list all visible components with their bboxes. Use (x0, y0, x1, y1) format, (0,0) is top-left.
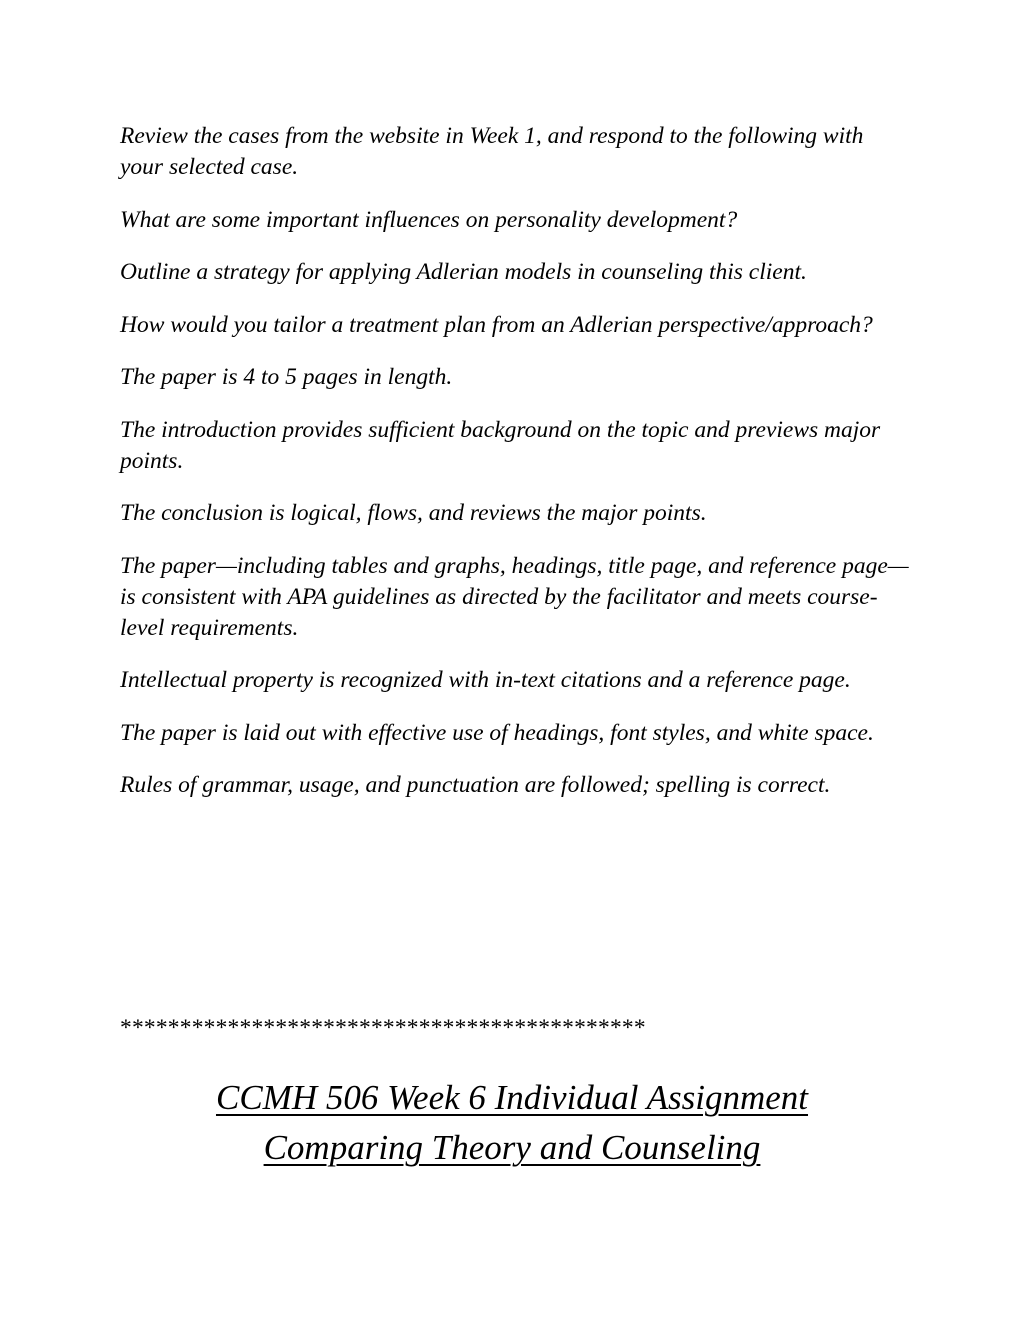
assignment-instructions (120, 121, 910, 823)
instruction-paragraph: What are some important influences on personality development? (120, 206, 738, 233)
instruction-paragraph: The paper is 4 to 5 pages in length. (120, 364, 453, 390)
instruction-paragraph: The introduction provides sufficient background on the topic and previews major points. (120, 416, 881, 474)
instruction-paragraph: How would you tailor a treatment plan from an Adlerian perspective/approach? (120, 311, 873, 338)
separator-line: ******************************************** (120, 1015, 646, 1041)
instruction-paragraph: Rules of grammar, usage, and punctuation are followed; spelling is correct. (120, 772, 831, 798)
instruction-paragraph: The paper is laid out with effective use of headings, font styles, and white space. (120, 719, 874, 746)
instruction-paragraph: The conclusion is logical, flows, and reviews the major points. (120, 500, 707, 526)
instruction-paragraph: Outline a strategy for applying Adlerian models in counseling this client. (120, 259, 807, 285)
instruction-paragraph: Review the cases from the website in Week 1, and respond to the following with your selected case. (120, 123, 864, 180)
assignment-title (0, 1073, 1024, 1173)
instruction-paragraph: The paper—including tables and graphs, headings, title page, and reference page— is consistent with APA guidelines as directed by the facilitator and meets course-level requirements. (120, 552, 909, 641)
title-line-2: Comparing Theory and Counseling (263, 1128, 761, 1167)
title-line-1: CCMH 506 Week 6 Individual Assignment (215, 1078, 809, 1117)
instruction-paragraph: Intellectual property is recognized with in-text citations and a reference page. (120, 667, 851, 693)
